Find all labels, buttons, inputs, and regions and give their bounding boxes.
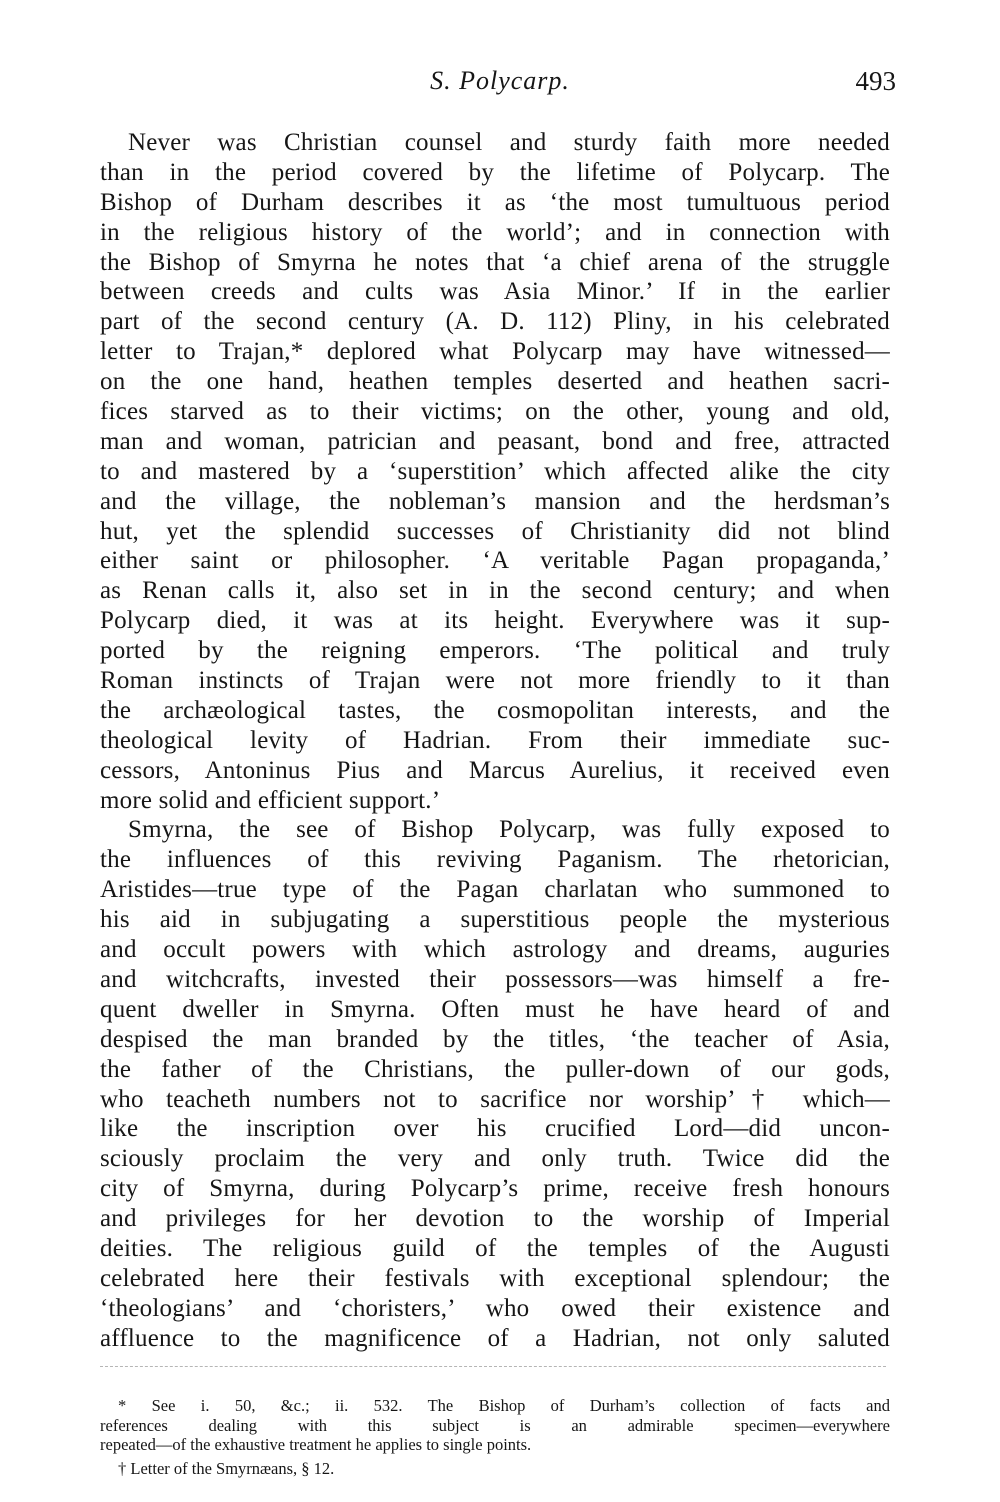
- text-line: like the inscription over his crucified Lord—did uncon-: [100, 1115, 890, 1143]
- footnote-line: repeated—of the exhaustive treatment he applies to single points.: [100, 1435, 532, 1454]
- text-line: Roman instincts of Trajan were not more friendly to it than: [100, 667, 890, 695]
- text-line: and privileges for her devotion to the worship of Imperial: [100, 1205, 890, 1233]
- text-line: either saint or philosopher. ‘A veritable Pagan propaganda,’: [100, 547, 890, 575]
- text-line: hut, yet the splendid successes of Christianity did not blind: [100, 517, 890, 545]
- page-number: 493: [855, 66, 896, 96]
- footnote-line: † Letter of the Smyrnæans, § 12.: [118, 1458, 335, 1478]
- text-line: who teacheth numbers not to sacrifice nor worship’† which—: [100, 1085, 890, 1113]
- text-line: celebrated here their festivals with exceptional splendour; the: [100, 1264, 890, 1292]
- text-line: the influences of this reviving Paganism. The rhetorician,: [100, 846, 890, 874]
- running-head: [100, 66, 900, 106]
- text-line: and witchcrafts, invested their possessors—was himself a fre-: [100, 965, 890, 993]
- text-line: despised the man branded by the titles, ‘the teacher of Asia,: [100, 1025, 890, 1053]
- text-line: the Bishop of Smyrna he notes that ‘a chief arena of the struggle: [100, 248, 890, 276]
- text-line: between creeds and cults was Asia Minor.’ If in the earlier: [100, 278, 890, 306]
- text-line: in the religious history of the world’; and in connection with: [100, 218, 890, 246]
- text-line: Aristides—true type of the Pagan charlatan who summoned to: [100, 876, 890, 904]
- text-line: city of Smyrna, during Polycarp’s prime, receive fresh honours: [100, 1175, 890, 1203]
- paragraph-1: [100, 128, 890, 815]
- text-line: than in the period covered by the lifetime of Polycarp. The: [100, 158, 890, 186]
- body-text: [100, 128, 890, 1354]
- text-line: letter to Trajan,* deplored what Polycarp may have witnessed—: [100, 338, 890, 366]
- text-line: to and mastered by a ‘superstition’ which affected alike the city: [100, 457, 890, 485]
- text-line: as Renan calls it, also set in in the second century; and when: [100, 577, 890, 605]
- text-line: the archæological tastes, the cosmopolitan interests, and the: [100, 696, 890, 724]
- text-line: man and woman, patrician and peasant, bond and free, attracted: [100, 427, 890, 455]
- text-line: deities. The religious guild of the temples of the Augusti: [100, 1234, 890, 1262]
- footnote-divider: [100, 1366, 886, 1367]
- text-line: part of the second century (A. D. 112) Pliny, in his celebrated: [100, 308, 890, 336]
- footnotes: [100, 1396, 890, 1478]
- text-line: Polycarp died, it was at its height. Everywhere was it sup-: [100, 607, 890, 635]
- footnote-dagger: [100, 1459, 890, 1479]
- text-line: and the village, the nobleman’s mansion and the herdsman’s: [100, 487, 890, 515]
- text-line: and occult powers with which astrology and dreams, auguries: [100, 936, 890, 964]
- text-line: the father of the Christians, the puller-down of our gods,: [100, 1055, 890, 1083]
- footnote-line: references dealing with this subject is an admirable specimen—everywhere: [100, 1415, 890, 1435]
- text-line: cessors, Antoninus Pius and Marcus Aurelius, it received even: [100, 756, 890, 784]
- text-line: Never was Christian counsel and sturdy faith more needed: [128, 129, 890, 156]
- footnote-line: * See i. 50, &c.; ii. 532. The Bishop of Durham’s collection of facts and: [118, 1396, 890, 1415]
- text-line: more solid and efficient support.’: [100, 786, 441, 814]
- text-line: ported by the reigning emperors. ‘The political and truly: [100, 637, 890, 665]
- paragraph-2: [100, 815, 890, 1353]
- text-line: on the one hand, heathen temples deserted and heathen sacri-: [100, 368, 890, 396]
- text-line: Bishop of Durham describes it as ‘the most tumultuous period: [100, 188, 890, 216]
- running-title: S. Polycarp.: [430, 66, 570, 95]
- text-line: sciously proclaim the very and only truth. Twice did the: [100, 1145, 890, 1173]
- text-line: theological levity of Hadrian. From their immediate suc-: [100, 726, 890, 754]
- text-line: fices starved as to their victims; on the other, young and old,: [100, 398, 890, 426]
- text-line: quent dweller in Smyrna. Often must he have heard of and: [100, 995, 890, 1023]
- text-line: ‘theologians’ and ‘choristers,’ who owed their existence and: [100, 1294, 890, 1322]
- text-line: affluence to the magnificence of a Hadrian, not only saluted: [100, 1324, 890, 1352]
- footnote-asterisk: [100, 1396, 890, 1455]
- text-line: Smyrna, the see of Bishop Polycarp, was fully exposed to: [128, 816, 890, 844]
- text-line: his aid in subjugating a superstitious people the mysterious: [100, 906, 890, 934]
